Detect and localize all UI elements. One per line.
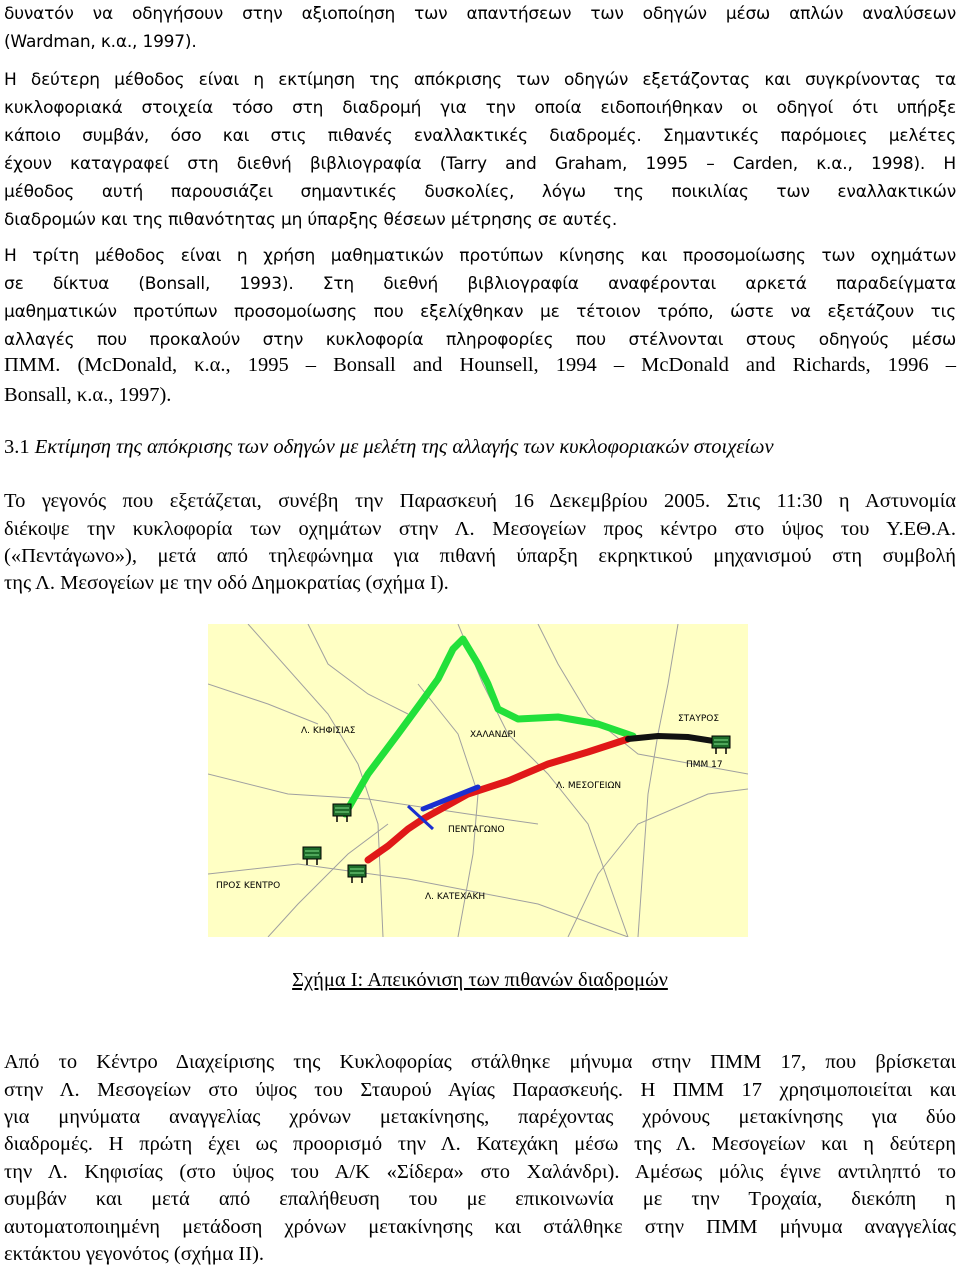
paragraph-1-line-1: δυνατόν να οδηγήσουν στην αξιοποίηση των απαντήσεων των οδηγών μέσω απλών αναλύσεων <box>4 4 956 24</box>
paragraph-2-line-3: κάποιο συμβάν, όσο και στις πιθανές εναλλακτικές διαδρομές. Σημαντικές παρόμοιες μελέτες <box>4 126 956 146</box>
paragraph-4-line-2: διέκοψε την κυκλοφορία των οχημάτων στην Λ. Μεσογείων προς κέντρο στο ύψος του Υ.ΕΘ.Α. <box>4 518 956 540</box>
paragraph-3-line-1: Η τρίτη μέθοδος είναι η χρήση μαθηματικών προτύπων κίνησης και προσομοίωσης των οχημάτων <box>4 246 956 266</box>
paragraph-2-line-6: διαδρομών και της πιθανότητας μη ύπαρξης θέσεων μέτρησης σε αυτές. <box>4 210 618 230</box>
section-number: 3.1 <box>4 436 30 458</box>
label-chalandri: ΧΑΛΑΝΔΡΙ <box>470 730 516 740</box>
paragraph-2-line-1: Η δεύτερη μέθοδος είναι η εκτίμηση της απόκρισης των οδηγών εξετάζοντας και συγκρίνοντας τα <box>4 70 956 90</box>
paragraph-4-line-1: Το γεγονός που εξετάζεται, συνέβη την Παρασκευή 16 Δεκεμβρίου 2005. Στις 11:30 η Αστυνομία <box>4 490 956 512</box>
paragraph-3-line-6: Bonsall, κ.α., 1997). <box>4 384 172 406</box>
paragraph-5-line-7: αυτοματοποιημένη μετάδοση χρόνων μετακίνησης και στάλθηκε στην ΠΜΜ μήνυμα αναγγελίας <box>4 1216 956 1238</box>
label-kifisias: Λ. ΚΗΦΙΣΙΑΣ <box>301 726 356 736</box>
paragraph-5-line-5: την Λ. Κηφισίας (στο ύψος του Α/Κ «Σίδερα» στο Χαλάνδρι). Αμέσως μόλις έγινε αντιληπτό το <box>4 1161 956 1183</box>
paragraph-2-line-5: μέθοδος αυτή παρουσιάζει σημαντικές δυσκολίες, λόγω της ποικιλίας των εναλλακτικών <box>4 182 956 202</box>
label-pros-kentro: ΠΡΟΣ ΚΕΝΤΡΟ <box>216 881 281 891</box>
paragraph-5-line-8: εκτάκτου γεγονότος (σχήμα ΙΙ). <box>4 1243 265 1265</box>
paragraph-4-line-3: («Πεντάγωνο»), μετά από τηλεφώνημα για πιθανή ύπαρξη εκρηκτικού μηχανισμού στη συμβολή <box>4 545 956 567</box>
paragraph-4-line-4: της Λ. Μεσογείων με την οδό Δημοκρατίας (σχήμα Ι). <box>4 572 449 594</box>
paragraph-2-line-2: κυκλοφοριακά στοιχεία τόσο στη διαδρομή για την οποία ειδοποιήθηκαν οι οδηγοί ότι υπήρξε <box>4 98 956 118</box>
route-map-figure <box>208 624 748 937</box>
label-stavros: ΣΤΑΥΡΟΣ <box>678 714 720 724</box>
paragraph-5-line-3: για μηνύματα αναγγελίας χρόνων μετακίνησης, παρέχοντας χρόνους μετακίνησης για δύο <box>4 1106 956 1128</box>
figure-caption: Σχήμα Ι: Απεικόνιση των πιθανών διαδρομών <box>292 969 668 991</box>
label-katechaki: Λ. ΚΑΤΕΧΑΚΗ <box>425 892 486 902</box>
label-pmm17: ΠΜΜ 17 <box>686 760 723 770</box>
paragraph-5-line-2: στην Λ. Μεσογείων στο ύψος του Σταυρού Αγίας Παρασκευής. Η ΠΜΜ 17 χρησιμοποιείται και <box>4 1079 956 1101</box>
label-pentagono: ΠΕΝΤΑΓΩΝΟ <box>448 825 505 835</box>
section-title: Εκτίμηση της απόκρισης των οδηγών με μελέτη της αλλαγής των κυκλοφοριακών στοιχείων <box>34 436 774 458</box>
paragraph-3-line-4: αλλαγές που προκαλούν στην κυκλοφορία πληροφορίες που στέλνονται στους οδηγούς μέσω <box>4 330 956 350</box>
paragraph-2-line-4: έχουν καταγραφεί στη διεθνή βιβλιογραφία (Tarry and Graham, 1995 – Carden, κ.α., 1998). Η <box>4 154 956 174</box>
paragraph-3-line-3: μαθηματικών προτύπων προσομοίωσης που εξελίχθηκαν με τέτοιον τρόπο, ώστε να εξετάζουν τις <box>4 302 956 322</box>
paragraph-5-line-6: συμβάν και μετά από επαλήθευση του με επικοινωνία με την Τροχαία, διεκόπη η <box>4 1188 956 1210</box>
section-heading <box>4 436 956 459</box>
paragraph-5-line-4: διαδρομές. Η πρώτη έχει ως προορισμό την Λ. Κατεχάκη μέσω της Λ. Μεσογείων και η δεύτερη <box>4 1133 956 1155</box>
paragraph-1-line-2: (Wardman, κ.α., 1997). <box>4 32 197 52</box>
paragraph-3-line-5: ΠΜΜ. (McDonald, κ.α., 1995 – Bonsall and Hounsell, 1994 – McDonald and Richards, 1996 – <box>4 354 956 376</box>
paragraph-5-line-1: Από το Κέντρο Διαχείρισης της Κυκλοφορίας στάλθηκε μήνυμα στην ΠΜΜ 17, που βρίσκεται <box>4 1051 956 1073</box>
paragraph-3-line-2: σε δίκτυα (Bonsall, 1993). Στη διεθνή βιβλιογραφία αναφέρονται αρκετά παραδείγματα <box>4 274 956 294</box>
label-mesogeion: Λ. ΜΕΣΟΓΕΙΩΝ <box>556 781 622 791</box>
